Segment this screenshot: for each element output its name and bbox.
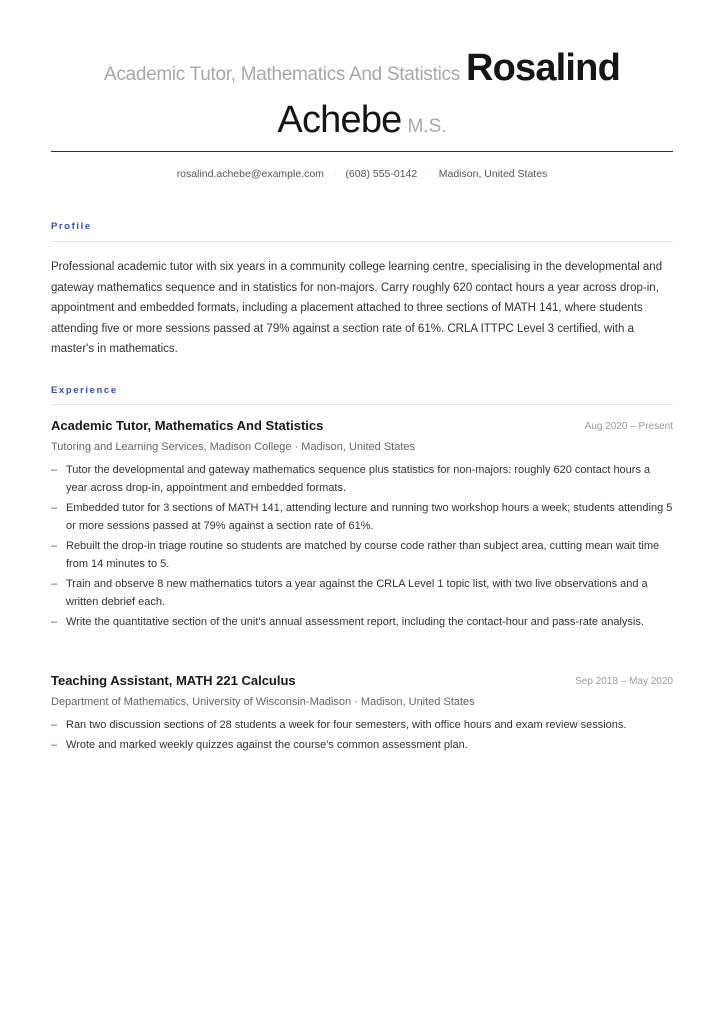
header-first-name: Rosalind <box>465 47 620 89</box>
job-bullet <box>51 575 673 611</box>
job-organization: Tutoring and Learning Services, Madison College · Madison, United States <box>51 441 416 453</box>
resume-header <box>51 46 673 150</box>
bullet-text: Write the quantitative section of the unit's annual assessment report, including the contact-hour and pass-rate analysis. <box>66 616 644 628</box>
contact-line <box>51 168 673 180</box>
bullet-marker: – <box>51 502 58 514</box>
bullet-text: Embedded tutor for 3 sections of MATH 141, attending lecture and running two workshop hours a week; students attending 5 or more sessions passed at 79% against a section rate of 61%. <box>66 502 673 532</box>
job-organization: Department of Mathematics, University of Wisconsin-Madison · Madison, United States <box>51 696 475 708</box>
bullet-marker: – <box>51 719 58 731</box>
job-dates: Sep 2018 – May 2020 <box>575 676 673 687</box>
job-entry <box>51 673 673 756</box>
profile-heading: Profile <box>51 221 92 232</box>
job-header <box>51 418 673 436</box>
experience-divider <box>51 404 673 405</box>
bullet-marker: – <box>51 616 58 628</box>
header-credential: M.S. <box>407 116 447 137</box>
job-role: Academic Tutor, Mathematics And Statistics <box>51 418 324 433</box>
bullet-marker: – <box>51 540 58 552</box>
profile-divider <box>51 241 673 242</box>
profile-summary: Professional academic tutor with six years in a community college learning centre, specialising in the developmental and gateway mathematics sequence and in statistics for non-majors. Carry roughly 620 contact hours a year across drop-in, appointment and embedded formats, including a placement attached to three sections of MATH 141, where students attending five or more sessions passed at 79% against a section rate of 61%. CRLA ITTPC Level 3 certified, with a master's in mathematics. <box>51 261 663 355</box>
contact-location: Madison, United States <box>438 168 548 180</box>
job-entry <box>51 418 673 633</box>
bullet-text: Ran two discussion sections of 28 students a week for four semesters, with office hours and exam review sessions. <box>66 719 627 731</box>
job-bullets <box>51 461 673 631</box>
job-role: Teaching Assistant, MATH 221 Calculus <box>51 673 296 688</box>
job-dates: Aug 2020 – Present <box>584 421 673 432</box>
contact-separator: · <box>426 168 430 180</box>
bullet-marker: – <box>51 464 58 476</box>
job-bullet <box>51 736 673 754</box>
contact-email[interactable]: rosalind.achebe@example.com <box>176 168 324 180</box>
bullet-text: Train and observe 8 new mathematics tutors a year against the CRLA Level 1 topic list, with two live observations and a written debrief each. <box>66 578 648 608</box>
bullet-marker: – <box>51 739 58 751</box>
job-bullet <box>51 716 673 734</box>
experience-heading: Experience <box>51 385 118 396</box>
contact-separator: · <box>332 168 337 180</box>
header-last-name: Achebe <box>277 99 402 141</box>
bullet-text: Rebuilt the drop-in triage routine so students are matched by course code rather than subject area, cutting mean wait time from 14 minutes to 5. <box>66 540 660 570</box>
bullet-text: Wrote and marked weekly quizzes against the course's common assessment plan. <box>66 739 468 751</box>
job-header <box>51 673 673 691</box>
contact-phone[interactable]: (608) 555-0142 <box>345 168 418 180</box>
job-bullets <box>51 716 673 754</box>
job-bullet <box>51 537 673 573</box>
job-bullet <box>51 613 673 631</box>
bullet-text: Tutor the developmental and gateway mathematics sequence plus statistics for non-majors: roughly 620 contact hours a year across drop-in, appointment and embedded formats. <box>66 464 651 494</box>
job-bullet <box>51 499 673 535</box>
header-job-title: Academic Tutor, Mathematics And Statistics <box>103 64 460 85</box>
job-bullet <box>51 461 673 497</box>
header-divider <box>51 151 673 152</box>
bullet-marker: – <box>51 578 58 590</box>
